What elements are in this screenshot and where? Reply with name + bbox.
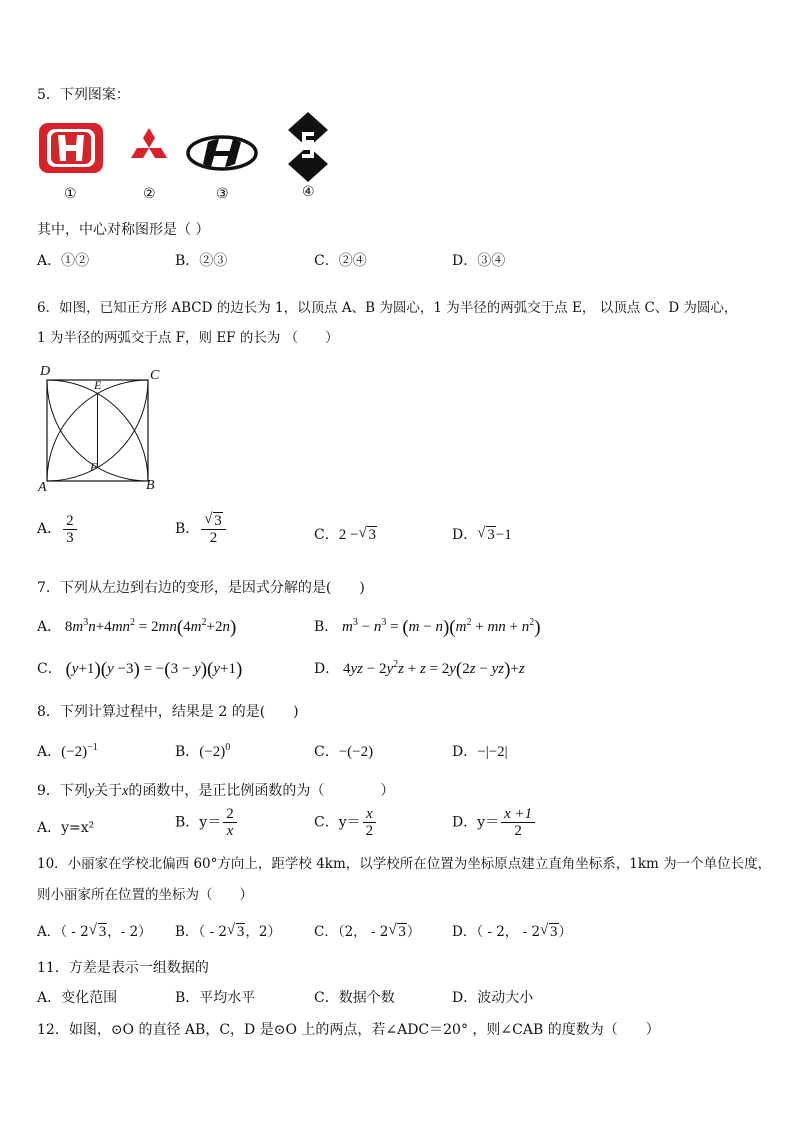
q10-option-d: D．（ - 2， - 2 √ 3）: [452, 922, 573, 940]
q7-option-c: C． (y+1)(y −3) = −(3 − y)(y+1): [37, 659, 243, 680]
q9-option-d: D．y＝ $\frac{x +1}{2}$: [452, 806, 537, 839]
q10-option-c: C．（2， - 2 √ 3）: [314, 922, 421, 940]
mitsubishi-logo-icon: [126, 127, 172, 169]
q6-stem-line1: 6．如图，已知正方形 ABCD 的边长为 1，以顶点 A、B 为圆心，1 为半径的两弧交于点 E， 以顶点 C、D 为圆心，: [37, 300, 738, 316]
q6-option-c: C．2 − √ 3: [314, 525, 376, 543]
q10-stem-line2: 则小丽家所在位置的坐标为（ ）: [37, 887, 253, 903]
q9-stem: 9．下列y关于x的函数中，是正比例函数的为（ ）: [37, 783, 395, 799]
q10-stem-line1: 10．小丽家在学校北偏西 60°方向上，距学校 4km，以学校所在位置为坐标原点建立直角坐标系，1km 为一个单位长度，: [37, 856, 772, 872]
q11-option-c: C．数据个数: [314, 990, 395, 1006]
q8-option-c: C．−(−2): [314, 744, 374, 760]
logo-label-1: ①: [64, 186, 77, 202]
diamond-s-logo-icon: [284, 110, 332, 184]
q8-option-d: D．−|−2|: [452, 744, 508, 760]
label-f: F: [90, 460, 98, 474]
q8-option-b: B．$(-2)^0$: [175, 742, 231, 760]
q7-option-d: D． $4yz - 2y^2z + z = 2y(2z - yz)+z$: [314, 659, 525, 680]
q10-option-b: B．（ - 2 √ 3，2）: [175, 922, 281, 940]
logo-label-3: ③: [216, 186, 229, 202]
q11-stem: 11．方差是表示一组数据的: [37, 960, 209, 976]
hyundai-logo-icon: [186, 134, 258, 172]
q10-option-a: A．（ - 2 √ 3，- 2）: [37, 922, 152, 940]
logo-label-4: ④: [302, 184, 315, 200]
label-c: C: [150, 368, 160, 383]
q8-stem: 8．下列计算过程中，结果是 2 的是( ): [37, 704, 299, 720]
label-a: A: [38, 480, 47, 495]
q7-option-a: A． $8m^3n+4mn^2 = 2mn(4m^2+2n)$: [37, 617, 237, 638]
q7-stem: 7．下列从左边到右边的变形，是因式分解的是( ): [37, 580, 365, 596]
q7-option-b: B． $m^3 - n^3 = (m - n)(m^2$ + mn + $n^2$): [314, 617, 541, 638]
label-b: B: [146, 478, 155, 493]
q5-stem: 5．下列图案：: [37, 87, 130, 103]
q9-option-b: B．y＝ $\frac{2}{x}$: [175, 806, 239, 839]
q11-option-d: D．波动大小: [452, 990, 534, 1006]
q6-option-b: B． √ 3 2: [175, 513, 228, 546]
q5-option-a: A．①②: [37, 253, 90, 269]
q11-option-b: B．平均水平: [175, 990, 256, 1006]
q6-option-d: D． √ 3−1: [452, 525, 512, 543]
q6-stem-line2: 1 为半径的两弧交于点 F，则 EF 的长为 （ ）: [37, 330, 339, 346]
q9-option-a: A．y=x²: [37, 820, 95, 836]
q5-question: 其中，中心对称图形是（ ）: [37, 222, 210, 238]
q5-option-d: D．③④: [452, 253, 506, 269]
label-e: E: [94, 378, 102, 392]
q11-option-a: A．变化范围: [37, 990, 118, 1006]
q5-option-c: C．②④: [314, 253, 367, 269]
square-arcs-figure: [36, 364, 166, 494]
honda-logo-icon: [38, 122, 104, 174]
q8-option-a: A．$(-2)^{-1}$: [37, 742, 98, 760]
q5-option-b: B．②③: [175, 253, 228, 269]
q9-option-c: C．y＝ $\frac{x}{2}$: [314, 806, 378, 839]
q12-stem: 12．如图，⊙O 的直径 AB，C，D 是⊙O 上的两点，若∠ADC＝20° ，则∠CAB 的度数为（ ）: [37, 1022, 660, 1038]
label-d: D: [40, 364, 51, 379]
q6-option-a: A． $\frac{2}{3}$: [37, 513, 79, 546]
logo-label-2: ②: [143, 186, 156, 202]
